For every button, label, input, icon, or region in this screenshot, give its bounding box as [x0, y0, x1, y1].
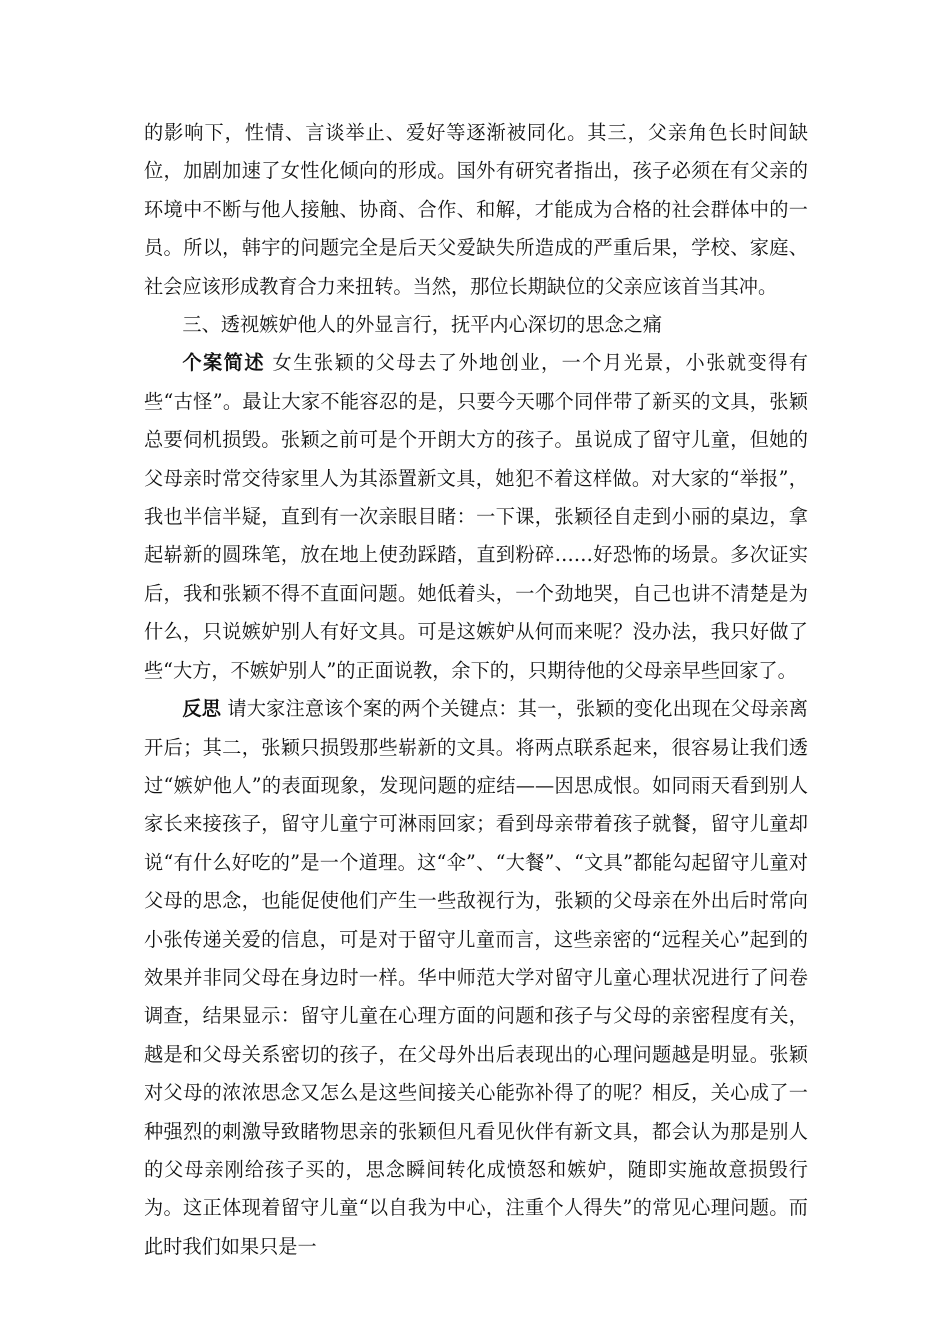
reflection-paragraph	[144, 690, 808, 1266]
paragraph-continuation	[144, 114, 808, 306]
section-heading	[144, 306, 808, 344]
document-page	[144, 114, 808, 1266]
section-heading-text: 三、透视嫉妒他人的外显言行，抚平内心深切的思念之痛	[182, 313, 663, 337]
case-summary-label: 个案简述	[182, 351, 265, 375]
case-summary-paragraph	[144, 344, 808, 690]
reflection-text: 请大家注意该个案的两个关键点：其一，张颖的变化出现在父母亲离开后；其二，张颖只损毁那些崭新的文具。将两点联系起来，很容易让我们透过“嫉妒他人”的表面现象，发现问题的症结——因思成恨。如同雨天看到别人家长来接孩子，留守儿童宁可淋雨回家；看到母亲带着孩子就餐，留守儿童却说“有什么好吃的”是一个道理。这“伞”、“大餐”、“文具”都能勾起留守儿童对父母的思念，也能促使他们产生一些敌视行为，张颖的父母亲在外出后时常向小张传递关爱的信息，可是对于留守儿童而言，这些亲密的“远程关心”起到的效果并非同父母在身边时一样。华中师范大学对留守儿童心理状况进行了问卷调查，结果显示：留守儿童在心理方面的问题和孩子与父母的亲密程度有关，越是和父母关系密切的孩子，在父母外出后表现出的心理问题越是明显。张颖对父母的浓浓思念又怎么是这些间接关心能弥补得了的呢？相反，关心成了一种强烈的刺激导致睹物思亲的张颖但凡看见伙伴有新文具，都会认为那是别人的父母亲刚给孩子买的，思念瞬间转化成愤怒和嫉妒，随即实施故意损毁行为。这正体现着留守儿童“以自我为中心，注重个人得失”的常见心理问题。而此时我们如果只是一	[144, 697, 808, 1258]
reflection-label: 反思	[182, 697, 222, 721]
paragraph-text: 的影响下，性情、言谈举止、爱好等逐渐被同化。其三，父亲角色长时间缺位，加剧加速了女性化倾向的形成。国外有研究者指出，孩子必须在有父亲的环境中不断与他人接触、协商、合作、和解，才能成为合格的社会群体中的一员。所以，韩宇的问题完全是后天父爱缺失所造成的严重后果，学校、家庭、社会应该形成教育合力来扭转。当然，那位长期缺位的父亲应该首当其冲。	[144, 121, 808, 298]
case-summary-text: 女生张颖的父母去了外地创业，一个月光景，小张就变得有些“古怪”。最让大家不能容忍的是，只要今天哪个同伴带了新买的文具，张颖总要伺机损毁。张颖之前可是个开朗大方的孩子。虽说成了留守儿童，但她的父母亲时常交待家里人为其添置新文具，她犯不着这样做。对大家的“举报”，我也半信半疑，直到有一次亲眼目睹：一下课，张颖径自走到小丽的桌边，拿起崭新的圆珠笔，放在地上使劲踩踏，直到粉碎……好恐怖的场景。多次证实后，我和张颖不得不直面问题。她低着头，一个劲地哭，自己也讲不清楚是为什么，只说嫉妒别人有好文具。可是这嫉妒从何而来呢？没办法，我只好做了些“大方，不嫉妒别人”的正面说教，余下的，只期待他的父母亲早些回家了。	[144, 351, 808, 682]
